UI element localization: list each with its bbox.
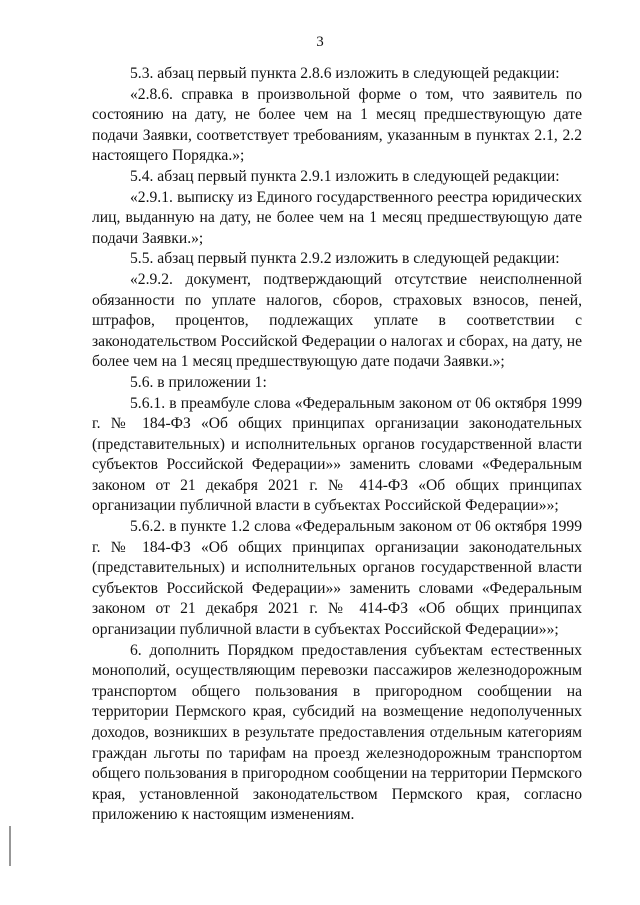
paragraph-2-9-1-text: «2.9.1. выписку из Единого государственного реестра юридических лиц, выданную на дату, не более чем на 1 месяц предшествующую дате подачи Заявки.»; [92, 188, 582, 247]
paragraph-5-5-heading: 5.5. абзац первый пункта 2.9.2 изложить в следующей редакции: [130, 250, 560, 268]
scan-margin-mark [9, 826, 11, 866]
page-number: 3 [316, 34, 324, 50]
paragraph-5-6-heading: 5.6. в приложении 1: [130, 373, 267, 391]
paragraph-6: 6. дополнить Порядком предоставления субъектам естественных монополий, осуществляющим перевозки пассажиров железнодорожным транспортом общего пользования в пригородном сообщении на территории Пермского края, субсидий на возмещение недополученных доходов, возникших в результате предоставления отдельным категориям граждан льготы по тарифам на проезд железнодорожным транспортом общего пользования в пригородном сообщении на территории Пермского края, установленной законодательством Пермского края, согласно приложению к настоящим изменениям. [92, 641, 582, 824]
paragraph-5-4-heading: 5.4. абзац первый пункта 2.9.1 изложить в следующей редакции: [130, 167, 560, 185]
paragraph-5-6-2: 5.6.2. в пункте 1.2 слова «Федеральным законом от 06 октября 1999 г. № 184-ФЗ «Об общих принципах организации законодательных (представительных) и исполнительных органов государственной власти субъектов Российской Федерации»» заменить словами «Федеральным законом от 21 декабря 2021 г. № 414-ФЗ «Об общих принципах организации публичной власти в субъектах Российской Федерации»»; [92, 518, 582, 639]
document-body [92, 64, 582, 826]
paragraph-5-3-heading: 5.3. абзац первый пункта 2.8.6 изложить в следующей редакции: [130, 65, 560, 82]
paragraph-2-9-2-text: «2.9.2. документ, подтверждающий отсутствие неисполненной обязанности по уплате налогов, сборов, страховых взносов, пеней, штрафов, процентов, подлежащих уплате в соответствии с законодательством Российской Федерации о налогах и сборах, на дату, не более чем на 1 месяц предшествующую дате подачи Заявки.»; [92, 270, 582, 371]
paragraph-5-6-1: 5.6.1. в преамбуле слова «Федеральным законом от 06 октября 1999 г. № 184-ФЗ «Об общих принципах организации законодательных (представительных) и исполнительных органов государственной власти субъектов Российской Федерации»» заменить словами «Федеральным законом от 21 декабря 2021 г. № 414-ФЗ «Об общих принципах организации публичной власти в субъектах Российской Федерации»»; [92, 394, 582, 515]
paragraph-2-8-6-text: «2.8.6. справка в произвольной форме о том, что заявитель по состоянию на дату, не более чем на 1 месяц предшествующую дате подачи Заявки, соответствует требованиям, указанным в пунктах 2.1, 2.2 настоящего Порядка.»; [92, 85, 582, 165]
